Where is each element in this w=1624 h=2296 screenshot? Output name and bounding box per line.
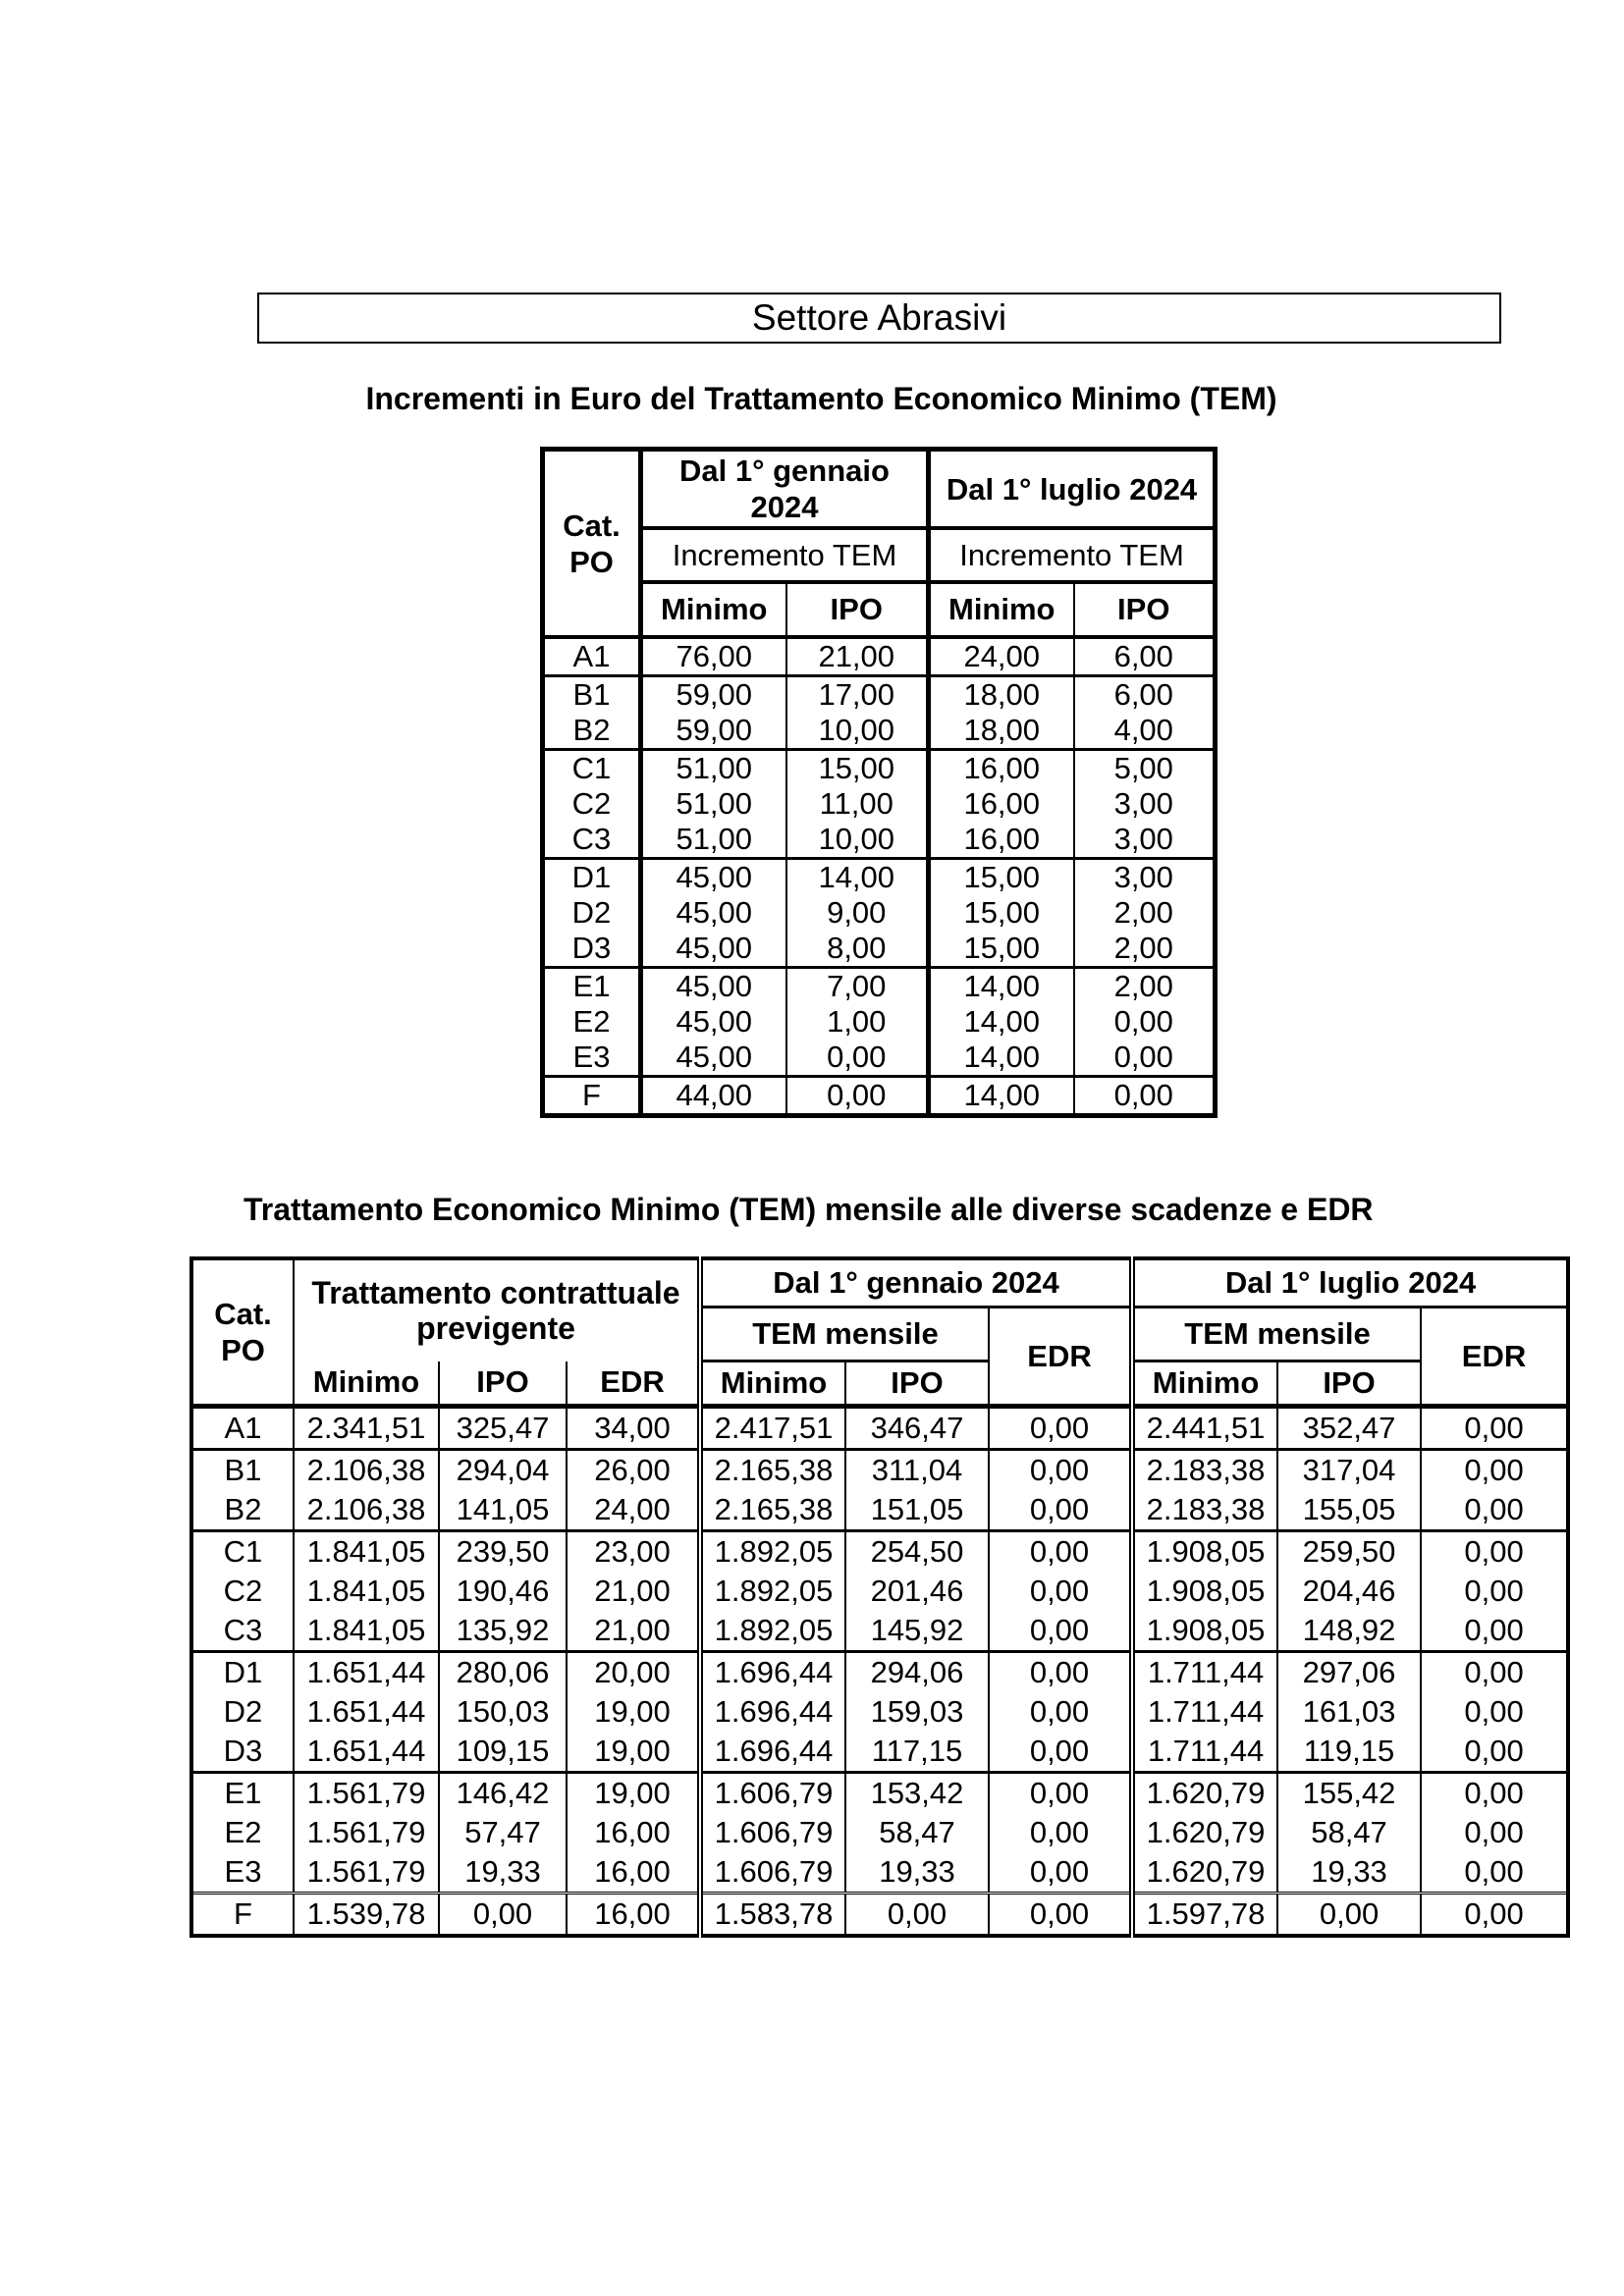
- cell-cat: D3: [543, 931, 641, 968]
- cell-prev-minimo: 1.651,44: [294, 1692, 439, 1732]
- cell-jan-ipo: 201,46: [845, 1572, 989, 1611]
- cell-ipo: 8,00: [786, 931, 929, 968]
- cell-minimo: 45,00: [641, 859, 786, 896]
- cell-cat: B2: [191, 1490, 294, 1531]
- cell-minimo: 45,00: [641, 1040, 786, 1077]
- cell-jan-ipo: 151,05: [845, 1490, 989, 1531]
- cell-minimo: 24,00: [929, 637, 1074, 676]
- cell-cat: E3: [191, 1852, 294, 1894]
- cell-prev-minimo: 1.539,78: [294, 1894, 439, 1937]
- cell-minimo: 59,00: [641, 676, 786, 714]
- cell-prev-edr: 19,00: [567, 1692, 700, 1732]
- cell-jul-edr: 0,00: [1421, 1894, 1568, 1937]
- cell-jan-ipo: 19,33: [845, 1852, 989, 1894]
- cell-ipo: 15,00: [786, 750, 929, 787]
- cell-ipo: 0,00: [1074, 1077, 1216, 1116]
- cell-prev-edr: 21,00: [567, 1611, 700, 1652]
- cell-prev-minimo: 1.841,05: [294, 1572, 439, 1611]
- cell-ipo: 0,00: [786, 1077, 929, 1116]
- table-row: [543, 1040, 1216, 1077]
- cell-ipo: 7,00: [786, 968, 929, 1005]
- cell-prev-minimo: 1.561,79: [294, 1852, 439, 1894]
- table-row: [543, 786, 1216, 822]
- cell-jan-ipo: 145,92: [845, 1611, 989, 1652]
- cell-jul-edr: 0,00: [1421, 1652, 1568, 1693]
- cell-jul-edr: 0,00: [1421, 1450, 1568, 1491]
- cell-jul-ipo: 352,47: [1277, 1407, 1421, 1450]
- cell-cat: D2: [571, 895, 612, 930]
- cell-prev-edr: 16,00: [567, 1852, 700, 1894]
- cell-prev-minimo: 1.561,79: [294, 1773, 439, 1814]
- cell-cat: C3: [543, 822, 641, 859]
- cell-jan-edr: 0,00: [989, 1894, 1132, 1937]
- cell-ipo: 0,00: [1074, 1040, 1216, 1077]
- cell-jul-edr: 0,00: [1421, 1813, 1568, 1852]
- page-title: Settore Abrasivi: [257, 293, 1501, 344]
- cell-prev-edr: 26,00: [567, 1450, 700, 1491]
- cell-cat: B1: [572, 677, 611, 712]
- cell-jul-ipo: 297,06: [1277, 1652, 1421, 1693]
- cell-prev-minimo: 1.841,05: [294, 1531, 439, 1573]
- cell-prev-minimo: 2.106,38: [294, 1450, 439, 1491]
- table-row: [191, 1450, 1568, 1491]
- cell-cat: E1: [224, 1776, 262, 1810]
- cell-minimo: 14,00: [929, 1040, 1074, 1077]
- cell-jul-minimo: 1.711,44: [1132, 1732, 1277, 1773]
- table1-body: [543, 637, 1216, 1116]
- table-row: [191, 1732, 1568, 1773]
- cell-jul-ipo: 204,46: [1277, 1572, 1421, 1611]
- cell-cat: E1: [572, 969, 611, 1003]
- cell-jul-minimo: 1.620,79: [1132, 1813, 1277, 1852]
- cell-jan-edr: 0,00: [989, 1813, 1132, 1852]
- cell-cat: C3: [191, 1611, 294, 1652]
- table-row: [191, 1813, 1568, 1852]
- table-row: [543, 1077, 1216, 1116]
- table-row: [543, 750, 1216, 787]
- cell-minimo: 14,00: [929, 1004, 1074, 1040]
- increment-tem-header: Incremento TEM: [641, 528, 929, 582]
- cell-cat: D1: [571, 860, 612, 894]
- cell-minimo: 16,00: [929, 786, 1074, 822]
- cat-po-header: Cat. PO: [191, 1258, 294, 1407]
- cell-ipo: 6,00: [1074, 637, 1216, 676]
- table-row: [543, 968, 1216, 1005]
- tem-monthly-header: TEM mensile: [1132, 1308, 1421, 1362]
- cell-jan-edr: 0,00: [989, 1773, 1132, 1814]
- cell-jan-edr: 0,00: [989, 1852, 1132, 1894]
- cell-jul-ipo: 19,33: [1277, 1852, 1421, 1894]
- cell-jul-edr: 0,00: [1421, 1407, 1568, 1450]
- cell-jul-ipo: 155,05: [1277, 1490, 1421, 1531]
- cell-jan-edr: 0,00: [989, 1450, 1132, 1491]
- table-row: [191, 1894, 1568, 1937]
- cell-cat: E3: [543, 1040, 641, 1077]
- cell-jul-ipo: 0,00: [1277, 1894, 1421, 1937]
- table-row: [543, 1004, 1216, 1040]
- cell-ipo: 2,00: [1074, 968, 1216, 1005]
- cell-jul-edr: 0,00: [1421, 1773, 1568, 1814]
- prev-treatment-header: Trattamento contrattuale previgente: [294, 1258, 700, 1362]
- table-row: [543, 931, 1216, 968]
- cell-jan-minimo: 2.165,38: [700, 1450, 845, 1491]
- cell-prev-minimo: 1.561,79: [294, 1813, 439, 1852]
- col-minimo-header: Minimo: [294, 1362, 439, 1407]
- cell-jan-minimo: 1.606,79: [700, 1852, 845, 1894]
- cell-prev-ipo: 141,05: [439, 1490, 567, 1531]
- col-ipo-header: IPO: [439, 1362, 567, 1407]
- col-minimo-header: Minimo: [700, 1362, 845, 1407]
- cell-jul-ipo: 161,03: [1277, 1692, 1421, 1732]
- cell-minimo: 76,00: [641, 637, 786, 676]
- cell-jan-edr: 0,00: [989, 1531, 1132, 1573]
- table2-body: [191, 1407, 1568, 1937]
- cell-minimo: 51,00: [641, 786, 786, 822]
- cell-prev-ipo: 135,92: [439, 1611, 567, 1652]
- period-july-header: Dal 1° luglio 2024: [1132, 1258, 1568, 1308]
- cell-prev-ipo: 190,46: [439, 1572, 567, 1611]
- cell-cat: E2: [572, 1004, 611, 1039]
- cell-jan-ipo: 311,04: [845, 1450, 989, 1491]
- period-january-header: Dal 1° gennaio 2024: [700, 1258, 1132, 1308]
- cell-minimo: 45,00: [641, 968, 786, 1005]
- cell-prev-ipo: 150,03: [439, 1692, 567, 1732]
- cell-jul-minimo: 1.620,79: [1132, 1773, 1277, 1814]
- col-ipo-header: IPO: [786, 582, 929, 637]
- table-row: [191, 1531, 1568, 1573]
- cell-ipo: 1,00: [786, 1004, 929, 1040]
- cell-jul-edr: 0,00: [1421, 1572, 1568, 1611]
- cell-jan-minimo: 1.696,44: [700, 1692, 845, 1732]
- cell-jul-minimo: 2.183,38: [1132, 1450, 1277, 1491]
- cell-ipo: 11,00: [786, 786, 929, 822]
- cell-jan-ipo: 294,06: [845, 1652, 989, 1693]
- cell-jan-minimo: 1.696,44: [700, 1732, 845, 1773]
- cell-jan-edr: 0,00: [989, 1652, 1132, 1693]
- cell-jul-minimo: 1.908,05: [1132, 1572, 1277, 1611]
- cell-jan-ipo: 117,15: [845, 1732, 989, 1773]
- cell-prev-edr: 19,00: [567, 1773, 700, 1814]
- cell-jul-minimo: 2.441,51: [1132, 1407, 1277, 1450]
- table-row: [543, 822, 1216, 859]
- cell-jul-edr: 0,00: [1421, 1490, 1568, 1531]
- cell-jul-minimo: 1.908,05: [1132, 1611, 1277, 1652]
- cell-cat: F: [191, 1894, 294, 1937]
- col-ipo-header: IPO: [1277, 1362, 1421, 1407]
- cell-jan-minimo: 2.165,38: [700, 1490, 845, 1531]
- cell-jan-ipo: 58,47: [845, 1813, 989, 1852]
- cell-minimo: 51,00: [641, 750, 786, 787]
- cell-ipo: 21,00: [786, 637, 929, 676]
- cell-jul-edr: 0,00: [1421, 1732, 1568, 1773]
- cell-jan-minimo: 1.583,78: [700, 1894, 845, 1937]
- cell-jan-edr: 0,00: [989, 1692, 1132, 1732]
- col-ipo-header: IPO: [1074, 582, 1216, 637]
- cell-cat: C1: [223, 1534, 263, 1569]
- cell-ipo: 2,00: [1074, 895, 1216, 931]
- cell-prev-edr: 16,00: [567, 1813, 700, 1852]
- table-row: [543, 637, 1216, 676]
- table-row: [191, 1652, 1568, 1693]
- cell-minimo: 16,00: [929, 750, 1074, 787]
- cell-minimo: 15,00: [929, 931, 1074, 968]
- table2-heading: Trattamento Economico Minimo (TEM) mensile alle diverse scadenze e EDR: [244, 1192, 1374, 1227]
- cell-prev-edr: 34,00: [567, 1407, 700, 1450]
- cell-jul-minimo: 1.711,44: [1132, 1652, 1277, 1693]
- cell-prev-ipo: 109,15: [439, 1732, 567, 1773]
- cell-ipo: 3,00: [1074, 859, 1216, 896]
- cell-jan-edr: 0,00: [989, 1611, 1132, 1652]
- increment-tem-header: Incremento TEM: [929, 528, 1216, 582]
- cell-prev-ipo: 57,47: [439, 1813, 567, 1852]
- cell-ipo: 14,00: [786, 859, 929, 896]
- cell-prev-ipo: 325,47: [439, 1407, 567, 1450]
- cell-jan-minimo: 2.417,51: [700, 1407, 845, 1450]
- cell-cat: A1: [191, 1407, 294, 1450]
- cell-jan-minimo: 1.696,44: [700, 1652, 845, 1693]
- period-january-header: Dal 1° gennaio 2024: [641, 450, 929, 529]
- cell-ipo: 6,00: [1074, 676, 1216, 714]
- col-edr-header: EDR: [989, 1308, 1132, 1407]
- cell-prev-ipo: 294,04: [439, 1450, 567, 1491]
- table1-heading: [0, 381, 1624, 417]
- cell-cat: D3: [191, 1732, 294, 1773]
- cell-jul-edr: 0,00: [1421, 1852, 1568, 1894]
- col-minimo-header: Minimo: [641, 582, 786, 637]
- table-row: [543, 859, 1216, 896]
- table-row: [543, 895, 1216, 931]
- cell-ipo: 4,00: [1074, 713, 1216, 750]
- cell-minimo: 45,00: [641, 1004, 786, 1040]
- cell-ipo: 9,00: [786, 895, 929, 931]
- cell-jan-ipo: 153,42: [845, 1773, 989, 1814]
- cell-ipo: 0,00: [786, 1040, 929, 1077]
- cell-ipo: 0,00: [1074, 1004, 1216, 1040]
- cell-minimo: 45,00: [641, 931, 786, 968]
- cell-prev-ipo: 239,50: [439, 1531, 567, 1573]
- table-row: [543, 676, 1216, 714]
- cell-prev-ipo: 0,00: [439, 1894, 567, 1937]
- cell-minimo: 59,00: [641, 713, 786, 750]
- cell-prev-edr: 24,00: [567, 1490, 700, 1531]
- cell-prev-edr: 21,00: [567, 1572, 700, 1611]
- cell-prev-minimo: 1.651,44: [294, 1652, 439, 1693]
- col-edr-header: EDR: [567, 1362, 700, 1407]
- col-ipo-header: IPO: [845, 1362, 989, 1407]
- col-minimo-header: Minimo: [929, 582, 1074, 637]
- table1-heading-text: Incrementi in Euro del Trattamento Economico Minimo (TEM): [365, 381, 1277, 416]
- tem-increments-table: [540, 447, 1218, 1118]
- cell-jul-minimo: 1.711,44: [1132, 1692, 1277, 1732]
- cell-jan-edr: 0,00: [989, 1407, 1132, 1450]
- cell-jan-edr: 0,00: [989, 1732, 1132, 1773]
- cell-cat: D2: [223, 1694, 263, 1729]
- cell-minimo: 15,00: [929, 859, 1074, 896]
- cell-jul-edr: 0,00: [1421, 1531, 1568, 1573]
- table-row: [191, 1490, 1568, 1531]
- cell-jul-ipo: 317,04: [1277, 1450, 1421, 1491]
- cell-jan-minimo: 1.892,05: [700, 1531, 845, 1573]
- monthly-tem-edr-table: [189, 1256, 1570, 1938]
- table-row: [543, 713, 1216, 750]
- cell-jul-ipo: 259,50: [1277, 1531, 1421, 1573]
- table-row: [191, 1773, 1568, 1814]
- cell-jul-minimo: 1.620,79: [1132, 1852, 1277, 1894]
- cell-prev-ipo: 146,42: [439, 1773, 567, 1814]
- cell-jan-ipo: 0,00: [845, 1894, 989, 1937]
- cell-jan-minimo: 1.892,05: [700, 1572, 845, 1611]
- cell-prev-minimo: 1.841,05: [294, 1611, 439, 1652]
- cell-ipo: 10,00: [786, 822, 929, 859]
- cell-jan-ipo: 159,03: [845, 1692, 989, 1732]
- col-edr-header: EDR: [1421, 1308, 1568, 1407]
- cell-ipo: 17,00: [786, 676, 929, 714]
- cell-jan-edr: 0,00: [989, 1490, 1132, 1531]
- cell-cat: C2: [223, 1574, 263, 1608]
- cell-jan-minimo: 1.606,79: [700, 1773, 845, 1814]
- cell-minimo: 14,00: [929, 968, 1074, 1005]
- cell-minimo: 51,00: [641, 822, 786, 859]
- cell-minimo: 14,00: [929, 1077, 1074, 1116]
- cell-prev-edr: 19,00: [567, 1732, 700, 1773]
- cell-ipo: 3,00: [1074, 786, 1216, 822]
- table-row: [191, 1852, 1568, 1894]
- table-row: [191, 1572, 1568, 1611]
- table-row: [191, 1692, 1568, 1732]
- cell-jul-edr: 0,00: [1421, 1692, 1568, 1732]
- cell-jul-ipo: 155,42: [1277, 1773, 1421, 1814]
- cell-ipo: 5,00: [1074, 750, 1216, 787]
- cell-cat: A1: [543, 637, 641, 676]
- cell-cat: C1: [571, 751, 612, 785]
- cat-po-header: Cat. PO: [543, 450, 641, 638]
- cell-jul-ipo: 148,92: [1277, 1611, 1421, 1652]
- cell-minimo: 18,00: [929, 676, 1074, 714]
- cell-minimo: 45,00: [641, 895, 786, 931]
- cell-minimo: 44,00: [641, 1077, 786, 1116]
- cell-minimo: 15,00: [929, 895, 1074, 931]
- tem-monthly-header: TEM mensile: [700, 1308, 989, 1362]
- cell-prev-edr: 23,00: [567, 1531, 700, 1573]
- cell-cat: F: [543, 1077, 641, 1116]
- cell-cat: B2: [543, 713, 641, 750]
- cell-prev-minimo: 1.651,44: [294, 1732, 439, 1773]
- cell-ipo: 10,00: [786, 713, 929, 750]
- cell-jan-ipo: 346,47: [845, 1407, 989, 1450]
- cell-cat: C2: [571, 786, 612, 821]
- cell-prev-minimo: 2.341,51: [294, 1407, 439, 1450]
- cell-prev-edr: 16,00: [567, 1894, 700, 1937]
- cell-prev-minimo: 2.106,38: [294, 1490, 439, 1531]
- cell-jan-minimo: 1.606,79: [700, 1813, 845, 1852]
- cell-minimo: 16,00: [929, 822, 1074, 859]
- cell-prev-ipo: 280,06: [439, 1652, 567, 1693]
- period-july-header: Dal 1° luglio 2024: [929, 450, 1216, 529]
- cell-cat: D1: [223, 1655, 263, 1689]
- cell-ipo: 2,00: [1074, 931, 1216, 968]
- cell-jul-minimo: 2.183,38: [1132, 1490, 1277, 1531]
- col-minimo-header: Minimo: [1132, 1362, 1277, 1407]
- cell-prev-edr: 20,00: [567, 1652, 700, 1693]
- cell-jan-minimo: 1.892,05: [700, 1611, 845, 1652]
- cell-jul-ipo: 58,47: [1277, 1813, 1421, 1852]
- cell-minimo: 18,00: [929, 713, 1074, 750]
- cell-jul-edr: 0,00: [1421, 1611, 1568, 1652]
- cell-jul-minimo: 1.908,05: [1132, 1531, 1277, 1573]
- cell-jan-ipo: 254,50: [845, 1531, 989, 1573]
- table-row: [191, 1611, 1568, 1652]
- cell-jul-ipo: 119,15: [1277, 1732, 1421, 1773]
- cell-ipo: 3,00: [1074, 822, 1216, 859]
- cell-prev-ipo: 19,33: [439, 1852, 567, 1894]
- cell-jul-minimo: 1.597,78: [1132, 1894, 1277, 1937]
- table-row: [191, 1407, 1568, 1450]
- cell-cat: E2: [224, 1815, 262, 1849]
- cell-jan-edr: 0,00: [989, 1572, 1132, 1611]
- cell-cat: B1: [224, 1453, 262, 1487]
